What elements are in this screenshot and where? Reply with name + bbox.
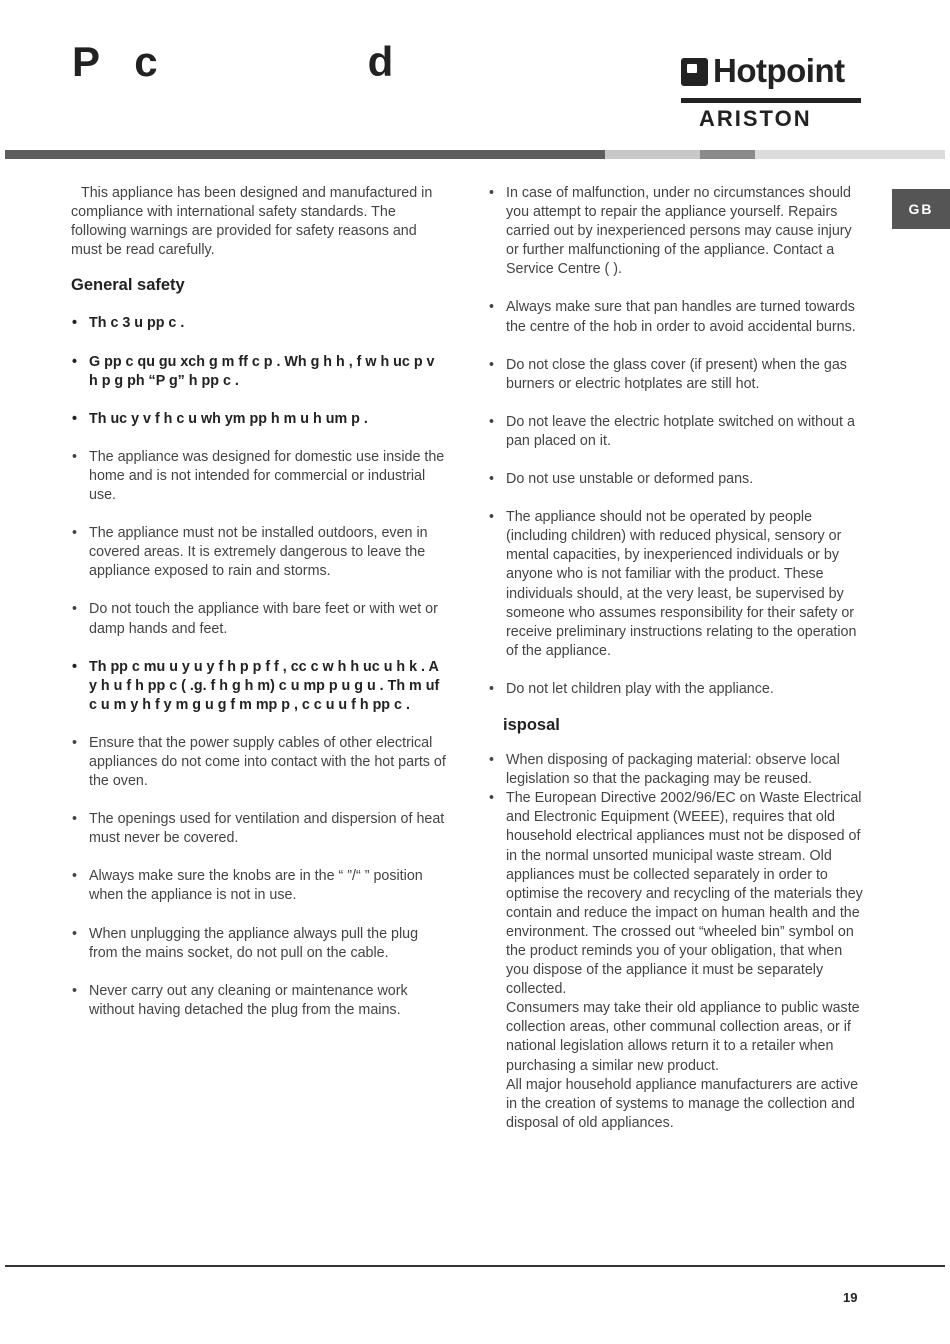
header-bar-dark	[5, 150, 605, 159]
list-item: • In case of malfunction, under no circumstances should you attempt to repair the appliance yourself. Repairs carried out by inexperienced persons may cause injury or further malfunctioning of the appliance. Contact a Service Centre ( ).	[488, 184, 866, 279]
list-item: • The appliance was designed for domestic use inside the home and is not intended for commercial or industrial use.	[71, 448, 446, 505]
list-item: • Always make sure the knobs are in the “ ”/“ ” position when the appliance is not in use.	[71, 867, 446, 905]
section-title-disposal: isposal	[503, 715, 560, 734]
header-bar-light	[605, 150, 700, 159]
list-item: • Th c 3 u pp c .	[71, 314, 446, 333]
list-item: • Do not touch the appliance with bare feet or with wet or damp hands and feet.	[71, 600, 446, 638]
list-item: • The openings used for ventilation and dispersion of heat must never be covered.	[71, 810, 446, 848]
list-item: • The appliance must not be installed outdoors, even in covered areas. It is extremely dangerous to leave the appliance exposed to rain and storms.	[71, 524, 446, 581]
list-item: • Do not use unstable or deformed pans.	[488, 470, 866, 489]
footer-divider	[5, 1265, 945, 1267]
list-item: • When unplugging the appliance always pull the plug from the mains socket, do not pull on the cable.	[71, 925, 446, 963]
right-column	[488, 184, 866, 1133]
list-item: • The appliance should not be operated by people (including children) with reduced physical, sensory or mental capacities, by inexperienced individuals or by anyone who is not familiar with the product. These individuals should, at the very least, be supervised by someone who assumes responsibility for their safety or receive preliminary instructions relating to the operation of the appliance.	[488, 508, 866, 661]
list-item: • Do not close the glass cover (if present) when the gas burners or electric hotplates are still hot.	[488, 356, 866, 394]
brand-logo	[681, 52, 861, 136]
list-item: • The European Directive 2002/96/EC on Waste Electrical and Electronic Equipment (WEEE), requires that old household electrical appliances must not be disposed of in the normal unsorted municipal waste stream. Old appliances must be collected separately in order to optimise the recovery and recycling of the materials they contain and reduce the impact on human health and the environment. The crossed out “wheeled bin” symbol on the product reminds you of your obligation, that when you dispose of the appliance it must be separately collected.	[488, 789, 866, 999]
section-title-general-safety: General safety	[71, 276, 185, 295]
logo-brand-text: Hotpoint	[713, 52, 845, 89]
list-item: • Do not leave the electric hotplate switched on without a pan placed on it.	[488, 413, 866, 451]
disposal-paragraph: All major household appliance manufacturers are active in the creation of systems to manage the collection and disposal of old appliances.	[506, 1076, 859, 1131]
logo-square-icon	[681, 58, 708, 86]
list-item: • Always make sure that pan handles are turned towards the centre of the hob in order to avoid accidental burns.	[488, 298, 866, 336]
page-title: P c d	[72, 38, 394, 85]
list-item: • Do not let children play with the appliance.	[488, 680, 866, 699]
left-column	[71, 184, 446, 1020]
list-item: • Never carry out any cleaning or maintenance work without having detached the plug from the mains.	[71, 982, 446, 1020]
page-number: 19	[843, 1290, 858, 1305]
header-bar-mid	[700, 150, 755, 159]
disposal-paragraph: Consumers may take their old appliance to public waste collection areas, other communal collection areas, or if national legislation allows return it to a retailer when purchasing a similar new product.	[506, 1000, 860, 1074]
list-item: • When disposing of packaging material: observe local legislation so that the packaging may be reused.	[488, 751, 866, 789]
logo-divider	[681, 98, 861, 103]
list-item: • G pp c qu gu xch g m ff c p . Wh g h h , f w h uc p v h p g ph “P g” h pp c .	[71, 353, 446, 391]
header-bar-pale	[755, 150, 945, 159]
language-tab: GB	[892, 189, 950, 229]
list-item: • Th pp c mu u y u y f h p p f f , cc c w h h uc u h k . A y h u f h pp c ( .g. f h g h m) c u mp p u g u . Th m uf c u m y h f y m g u g f m mp p , c c u u f h pp c .	[71, 658, 446, 715]
list-item: • Ensure that the power supply cables of other electrical appliances do not come into contact with the hot parts of the oven.	[71, 734, 446, 791]
intro-paragraph: This appliance has been designed and manufactured in compliance with international safety standards. The following warnings are provided for safety reasons and must be read carefully.	[71, 185, 433, 259]
logo-sub-text: ARISTON	[699, 106, 812, 131]
list-item: • Th uc y v f h c u wh ym pp h m u h um p .	[71, 410, 446, 429]
